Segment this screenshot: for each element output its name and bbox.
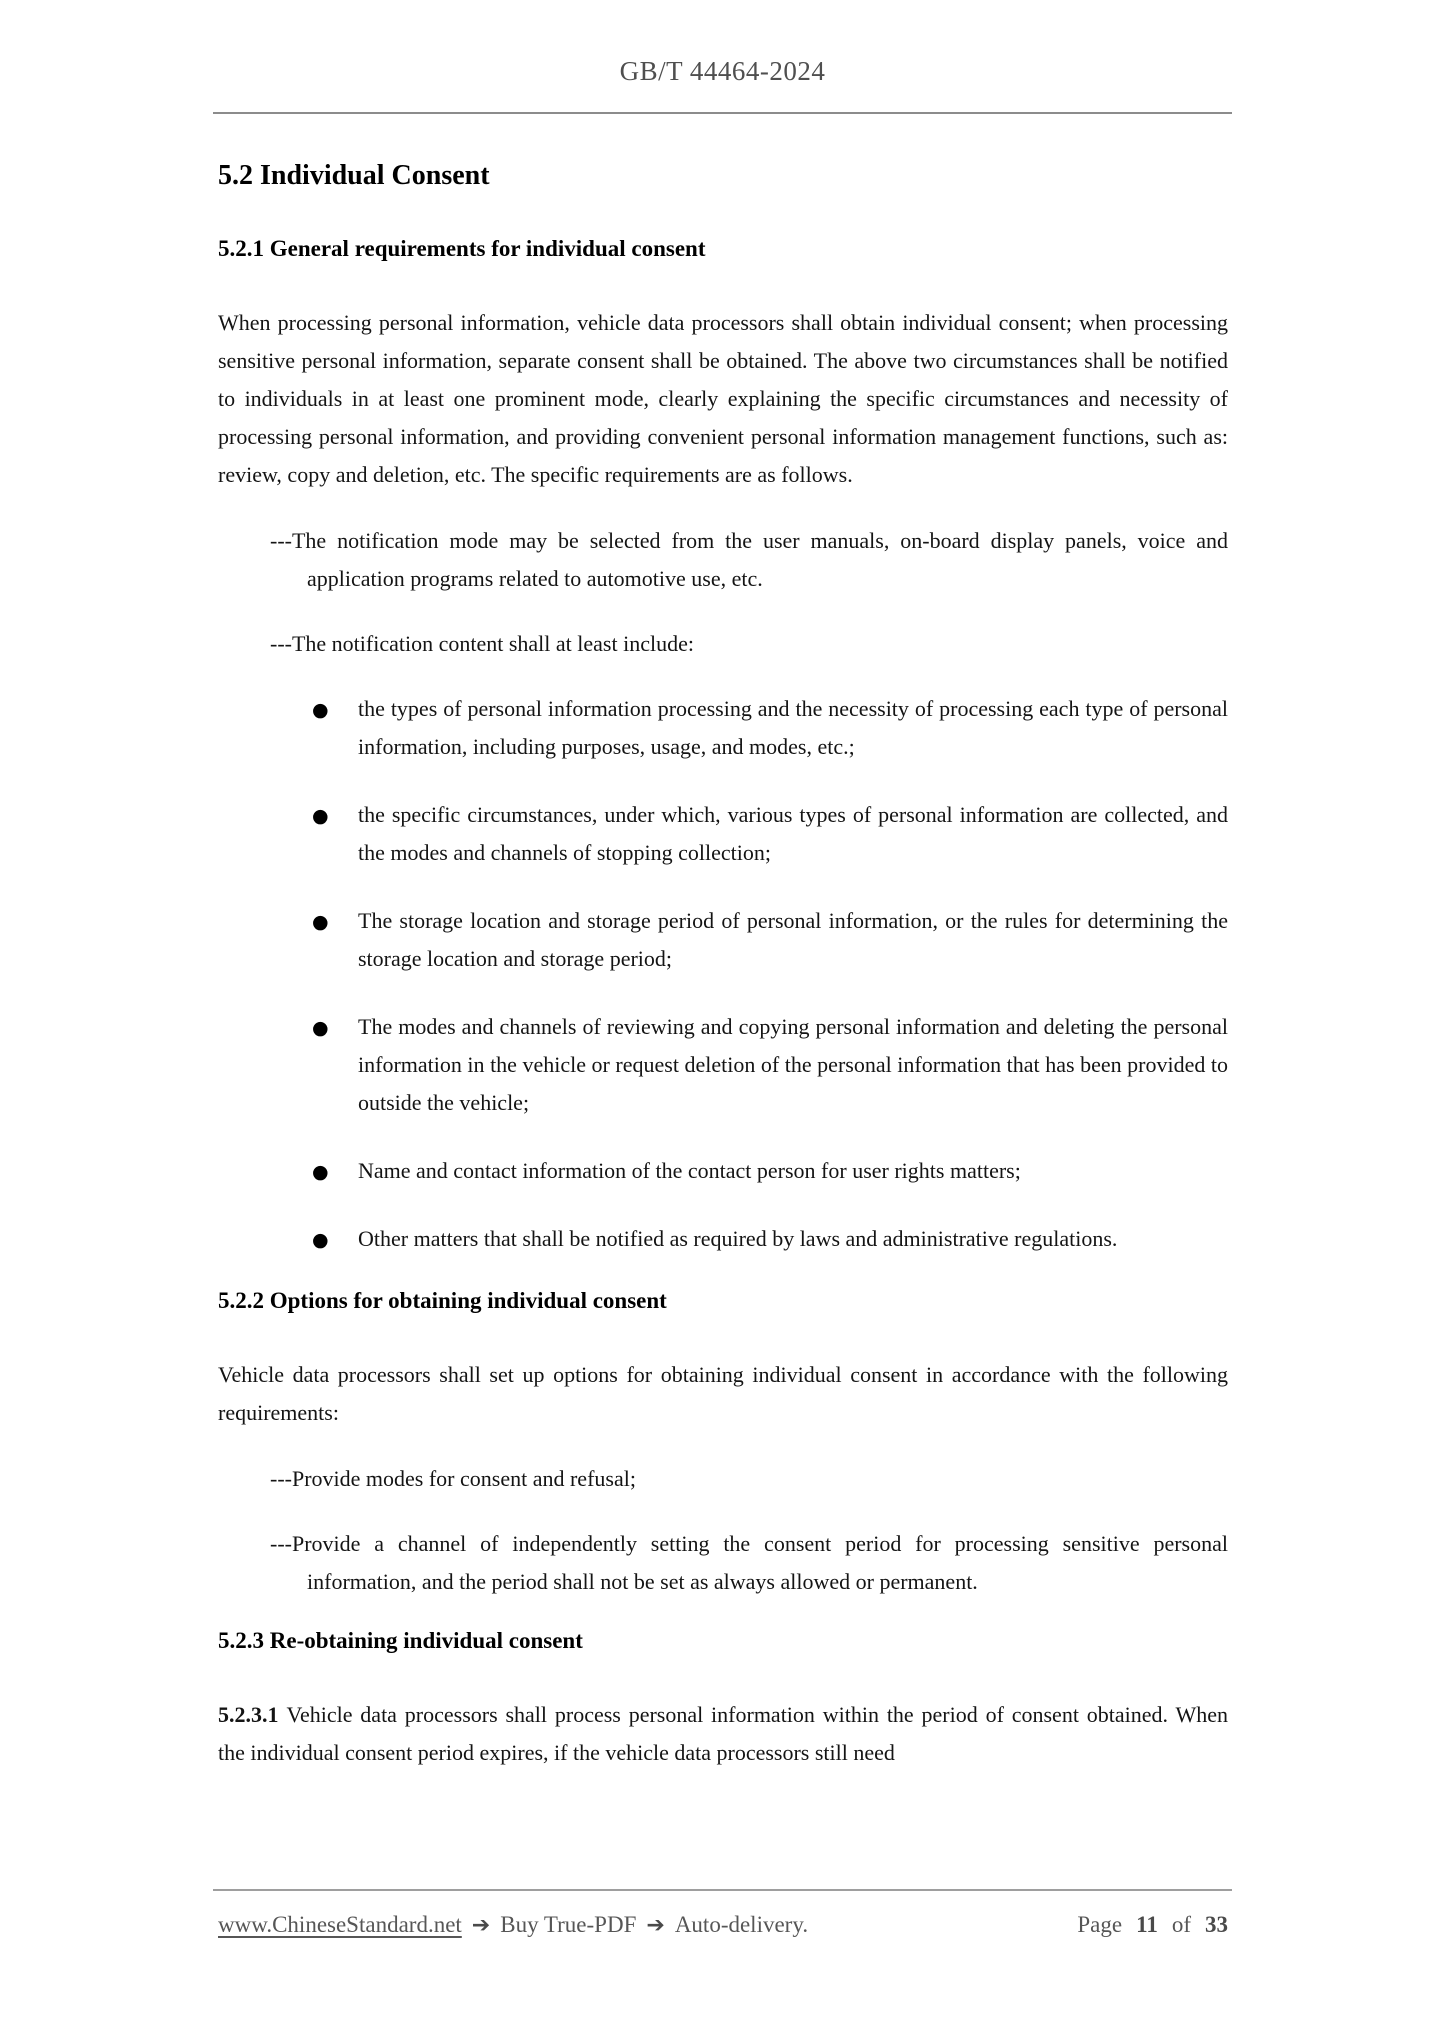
clause-number: 5.2.3.1 [218,1702,279,1727]
bullet-icon: ● [312,1229,329,1251]
bullet-text: Other matters that shall be notified as required by laws and administrative regulations. [358,1226,1118,1251]
list-item [218,1220,1228,1258]
document-body [218,160,1228,1800]
header-divider [213,112,1232,114]
bullet-icon: ● [312,1161,329,1183]
dash-item-provide-channel: ---Provide a channel of independently setting the consent period for processing sensitive personal information, and the period shall not be set as always allowed or permanent. [270,1531,1228,1594]
footer-divider [213,1889,1232,1891]
bullet-text: The storage location and storage period of personal information, or the rules for determining the storage location and storage period; [358,908,1228,971]
section-5-2-2-title: 5.2.2 Options for obtaining individual consent [218,1288,667,1313]
bullet-text: The modes and channels of reviewing and copying personal information and deleting the personal information in the vehicle or request deletion of the personal information that has been provided to outside the vehicle; [358,1014,1228,1115]
section-5-2-1-title: 5.2.1 General requirements for individual consent [218,236,706,261]
page-indicator [1077,1905,1228,1945]
auto-delivery-label: Auto-delivery. [674,1912,809,1937]
dash-item-notification-content: ---The notification content shall at least include: [270,631,694,656]
bullet-text: the types of personal information processing and the necessity of processing each type of personal information, including purposes, usage, and modes, etc.; [358,696,1228,759]
bullet-icon: ● [312,1017,329,1039]
section-5-2-1-intro: When processing personal information, vehicle data processors shall obtain individual consent; when processing sensitive personal information, separate consent shall be obtained. The above two circumstances shall be notified to individuals in at least one prominent mode, clearly explaining the specific circumstances and necessity of processing personal information, and providing convenient personal information management functions, such as: review, copy and deletion, etc. The specific requirements are as follows. [218,310,1228,487]
clause-text: Vehicle data processors shall process personal information within the period of consent obtained. When the individual consent period expires, if the vehicle data processors still need [218,1702,1228,1765]
bullet-text: Name and contact information of the contact person for user rights matters; [358,1158,1021,1183]
page-footer [218,1905,1228,1946]
list-item [218,690,1228,766]
list-item [218,796,1228,872]
current-page-number: 11 [1136,1912,1158,1937]
dash-item-provide-modes: ---Provide modes for consent and refusal; [270,1466,636,1491]
total-page-number: 33 [1205,1912,1228,1937]
of-label: of [1171,1912,1191,1937]
document-number-header: GB/T 44464-2024 [619,56,826,86]
section-5-2-title: 5.2 Individual Consent [218,160,490,191]
right-arrow-icon: ➔ [471,1913,491,1938]
bullet-text: the specific circumstances, under which, various types of personal information are collected, and the modes and channels of stopping collection; [358,802,1228,865]
right-arrow-icon: ➔ [646,1913,665,1938]
footer-promo [218,1905,808,1946]
section-5-2-3-1-paragraph [218,1696,1228,1772]
list-item [218,902,1228,978]
buy-true-pdf-label: Buy True-PDF [500,1912,637,1937]
list-item [218,1152,1228,1190]
bullet-icon: ● [312,805,329,827]
section-5-2-3-title: 5.2.3 Re-obtaining individual consent [218,1628,583,1653]
page-label: Page [1077,1912,1123,1937]
bullet-icon: ● [312,699,329,721]
section-5-2-2-intro: Vehicle data processors shall set up options for obtaining individual consent in accordance with the following requirements: [218,1362,1228,1425]
dash-item-notification-mode: ---The notification mode may be selected from the user manuals, on-board display panels, voice and application programs related to automotive use, etc. [270,528,1228,591]
bullet-icon: ● [312,911,329,933]
list-item [218,1008,1228,1122]
website-link[interactable]: www.ChineseStandard.net [218,1912,462,1937]
